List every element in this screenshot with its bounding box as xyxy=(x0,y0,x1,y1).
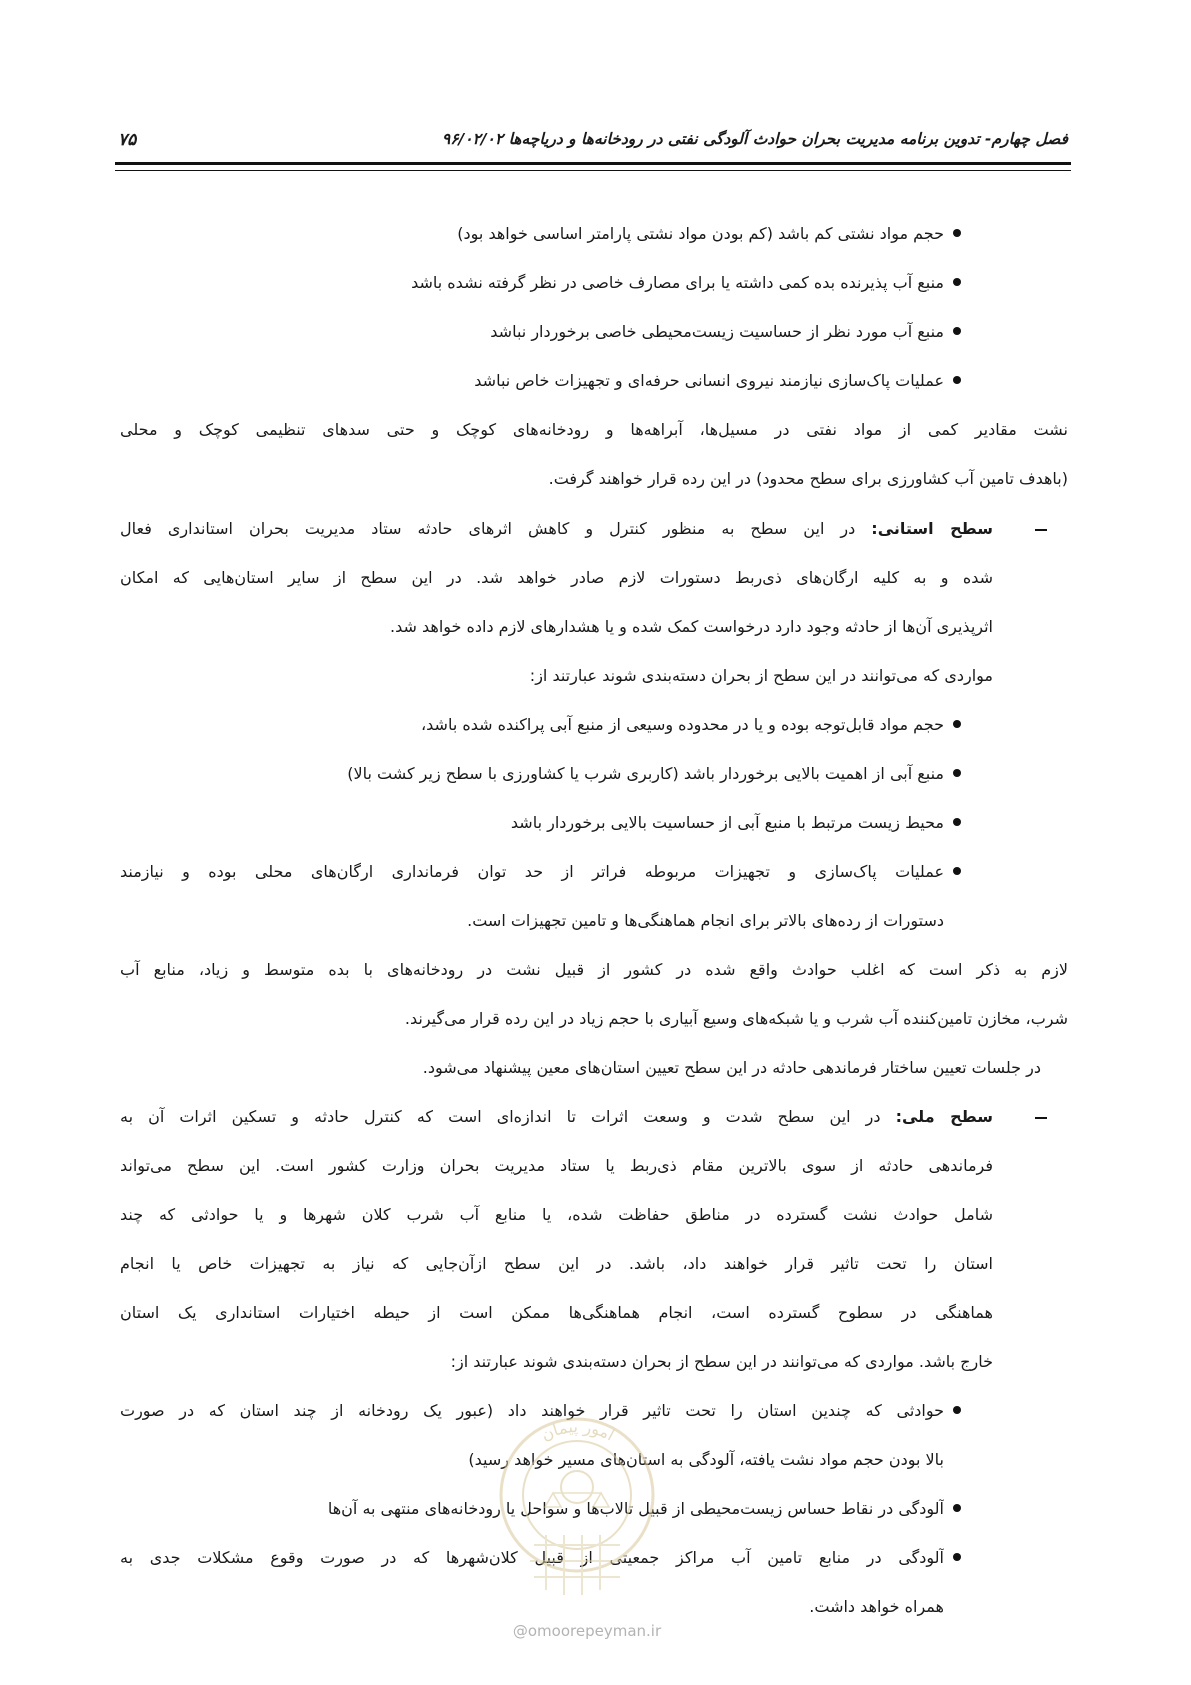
text-line: دستورات از رده‌های بالاتر برای انجام هماهنگی‌ها و تامین تجهیزات است. xyxy=(467,911,944,930)
bullet-icon xyxy=(953,818,961,826)
paragraph-line: شرب، مخازن تامین‌کننده آب شرب و یا شبکه‌های وسیع آبیاری با حجم زیاد در این رده قرار می‌گیرند. xyxy=(404,1009,1068,1028)
term-national: سطح ملی: xyxy=(895,1107,993,1126)
text-line: منبع آب مورد نظر از حساسیت زیست‌محیطی خاصی برخوردار نباشد xyxy=(490,322,944,341)
text-line: منبع آب پذیرنده بده کمی داشته یا برای مصارف خاصی در نظر گرفته نشده باشد xyxy=(411,273,944,292)
text-line: آلودگی در نقاط حساس زیست‌محیطی از قبیل تالاب‌ها و سواحل یا رودخانه‌های منتهی به آن‌ها xyxy=(327,1499,944,1518)
page-number: ۷۵ xyxy=(118,130,137,150)
paragraph-line: نشت مقادیر کمی از مواد نفتی در مسیل‌ها، آبراهه‌ها و رودخانه‌های کوچک و حتی سدهای تنظیمی کوچک و محلی xyxy=(120,420,1068,439)
paragraph-line: لازم به ذکر است که اغلب حوادث واقع شده در کشور از قبیل نشت در رودخانه‌های با بده متوسط و زیاد، منابع آب xyxy=(120,960,1068,979)
paragraph-line: استان را تحت تاثیر قرار خواهند داد، باشد. در این سطح ازآن‌جایی که نیاز به تجهیزات خاص یا انجام xyxy=(120,1254,993,1273)
chapter-title: فصل چهارم- تدوین برنامه مدیریت بحران حوادث آلودگی نفتی در رودخانه‌ها و دریاچه‌ها ۹۶/۰۲/۰۲ xyxy=(441,130,1068,148)
text-line: محیط زیست مرتبط با منبع آبی از حساسیت بالایی برخوردار باشد xyxy=(510,813,944,832)
seal-logo xyxy=(490,1395,665,1610)
page-header xyxy=(118,130,1068,160)
dash-icon xyxy=(1035,1117,1047,1119)
paragraph-line: مواردی که می‌توانند در این سطح از بحران دسته‌بندی شوند عبارتند از: xyxy=(529,666,993,685)
seal-title: امور پیمان xyxy=(537,1417,618,1445)
header-rule xyxy=(115,162,1071,171)
text-line: عملیات پاک‌سازی نیازمند نیروی انسانی حرفه‌ای و تجهیزات خاص نباشد xyxy=(474,371,944,390)
text-line: بالا بودن حجم مواد نشت یافته، آلودگی به استان‌های مسیر خواهد رسید) xyxy=(468,1450,944,1469)
bullet-icon xyxy=(953,278,961,286)
bullet-icon xyxy=(953,1504,961,1512)
paragraph-line: فرماندهی حادثه از سوی بالاترین مقام ذی‌ربط یا ستاد مدیریت بحران وزارت کشور است. این سطح می‌تواند xyxy=(120,1156,993,1175)
paragraph-line: در جلسات تعیین ساختار فرماندهی حادثه در این سطح تعیین استان‌های معین پیشنهاد می‌شود. xyxy=(422,1058,1041,1077)
text-line: آلودگی در منابع تامین آب مراکز جمعیتی از قبیل کلان‌شهرها که در صورت وقوع مشکلات جدی به xyxy=(120,1548,944,1567)
paragraph-line: شامل حوادث نشت گسترده در مناطق حفاظت شده، یا منابع آب شرب کلان شهرها و یا حوادثی که چند xyxy=(120,1205,993,1224)
paragraph-line: هماهنگی در سطوح گسترده است، انجام هماهنگی‌ها ممکن است از حیطه اختیارات استانداری یک استان xyxy=(120,1303,993,1322)
bullet-icon xyxy=(953,327,961,335)
text-line: عملیات پاک‌سازی و تجهیزات مربوطه فراتر از حد توان فرمانداری ارگان‌های محلی بوده و نیازمند xyxy=(120,862,944,881)
bullet-icon xyxy=(953,1553,961,1561)
paragraph-line: (باهدف تامین آب کشاورزی برای سطح محدود) در این رده قرار خواهند گرفت. xyxy=(548,469,1068,488)
text-line: منبع آبی از اهمیت بالایی برخوردار باشد (کاربری شرب یا کشاورزی با سطح زیر کشت بالا) xyxy=(347,764,944,783)
bullet-icon xyxy=(953,769,961,777)
paragraph-line: سطح استانی: در این سطح به منظور کنترل و کاهش اثرهای حادثه ستاد مدیریت بحران استانداری فعال xyxy=(120,519,993,538)
paragraph-line: اثرپذیری آن‌ها از حادثه وجود دارد درخواست کمک شده و یا هشدارهای لازم داده خواهد شد. xyxy=(390,617,993,636)
bullet-icon xyxy=(953,867,961,875)
bullet-icon xyxy=(953,720,961,728)
text-line: حجم مواد قابل‌توجه بوده و یا در محدوده وسیعی از منبع آبی پراکنده شده باشد، xyxy=(420,715,944,734)
bullet-icon xyxy=(953,1406,961,1414)
watermark-text: @omoorepeyman.ir xyxy=(512,1622,662,1640)
paragraph-line: خارج باشد. مواردی که می‌توانند در این سطح از بحران دسته‌بندی شوند عبارتند از: xyxy=(450,1352,993,1371)
bullet-icon xyxy=(953,229,961,237)
text-line: حجم مواد نشتی کم باشد (کم بودن مواد نشتی پارامتر اساسی خواهد بود) xyxy=(457,224,944,243)
term-provincial: سطح استانی: xyxy=(871,519,993,538)
text-line: حوادثی که چندین استان را تحت تاثیر قرار خواهند داد (عبور یک رودخانه از چند استان که در صورت xyxy=(120,1401,944,1420)
paragraph-line: سطح ملی: در این سطح شدت و وسعت اثرات تا اندازه‌ای است که کنترل حادثه و تسکین اثرات آن به xyxy=(120,1107,993,1126)
paragraph-line: شده و به کلیه ارگان‌های ذی‌ربط دستورات لازم صادر خواهد شد. در این سطح از سایر استان‌هایی که امکان xyxy=(120,568,993,587)
text-line: همراه خواهد داشت. xyxy=(809,1597,944,1616)
bullet-icon xyxy=(953,376,961,384)
dash-icon xyxy=(1035,529,1047,531)
